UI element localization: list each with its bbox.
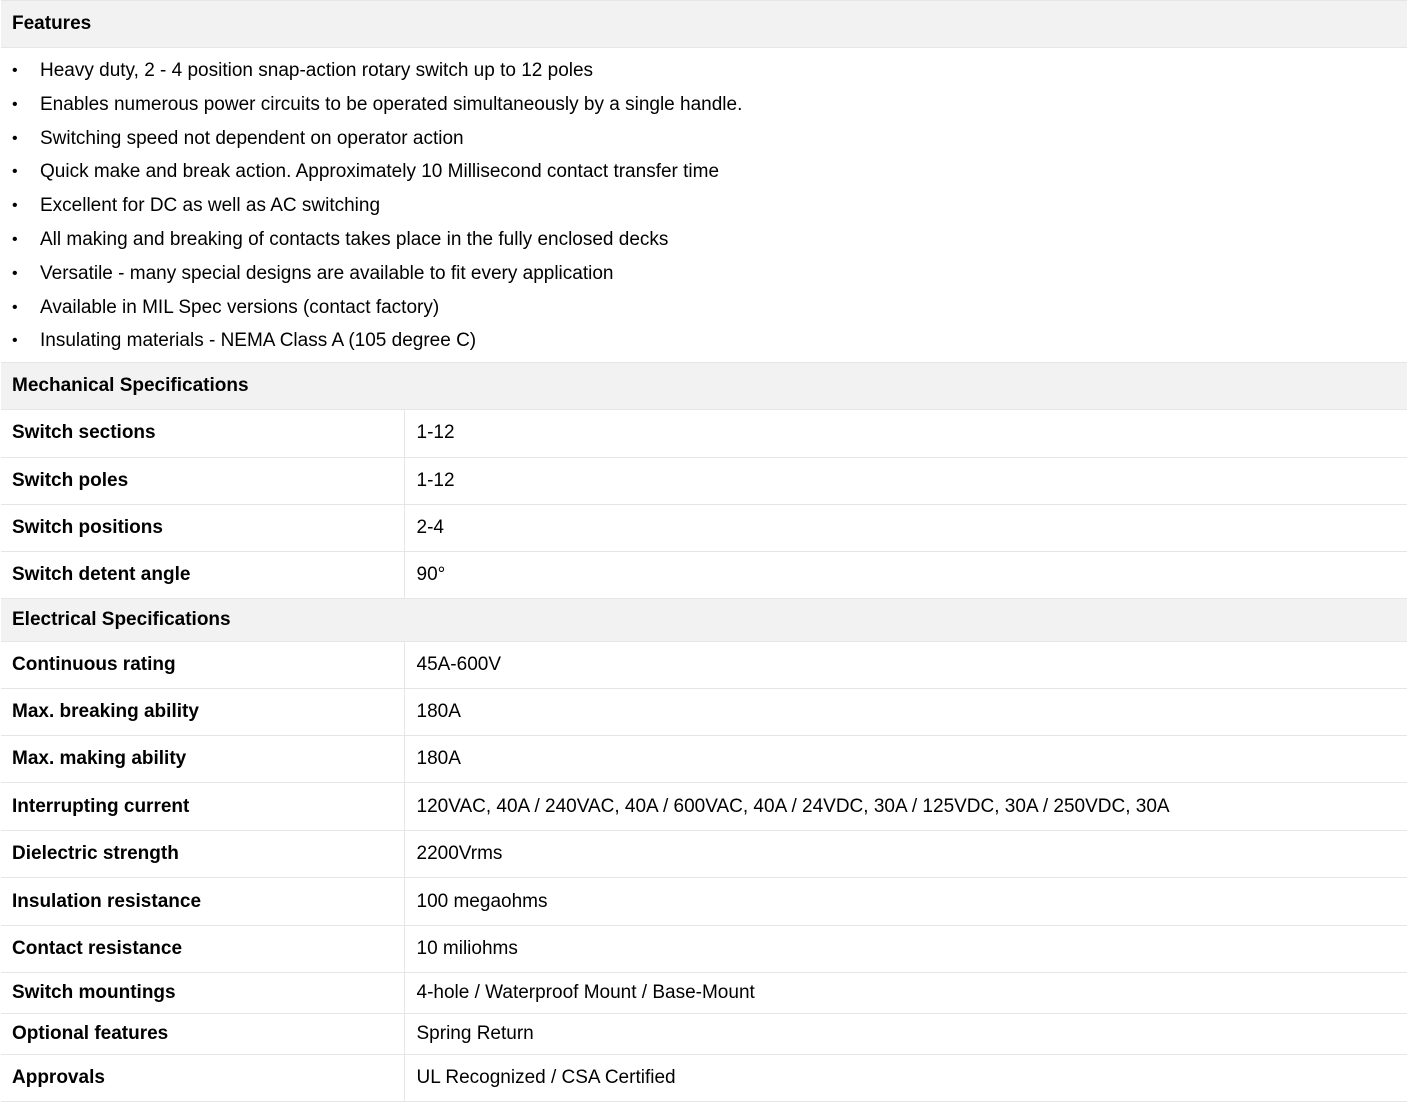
- mechanical-header: [1, 363, 1407, 410]
- table-row: [1, 736, 1407, 783]
- bullet-icon: •: [12, 264, 18, 282]
- electrical-specs-table: [1, 642, 1407, 1103]
- spec-label: Switch sections: [1, 410, 404, 457]
- spec-value: 1-12: [404, 410, 1407, 457]
- feature-item: • Insulating materials - NEMA Class A (105 degree C): [1, 324, 1407, 358]
- feature-item: • Enables numerous power circuits to be operated simultaneously by a single handle.: [1, 88, 1407, 122]
- spec-label: Interrupting current: [1, 783, 404, 831]
- spec-label: Approvals: [1, 1055, 404, 1102]
- spec-value: 2200Vrms: [404, 831, 1407, 878]
- bullet-icon: •: [12, 95, 18, 113]
- table-row: [1, 783, 1407, 831]
- spec-label: Max. breaking ability: [1, 689, 404, 736]
- spec-value: 2-4: [404, 504, 1407, 551]
- bullet-icon: •: [12, 62, 18, 79]
- mechanical-title: Mechanical Specifications: [12, 375, 249, 397]
- electrical-title: Electrical Specifications: [12, 608, 231, 630]
- spec-label: Insulation resistance: [1, 878, 404, 926]
- spec-value: Spring Return: [404, 1014, 1407, 1055]
- spec-value: 180A: [404, 689, 1407, 736]
- spec-value: 1-12: [404, 457, 1407, 504]
- table-row: [1, 1014, 1407, 1055]
- spec-label: Switch mountings: [1, 973, 404, 1014]
- table-row: [1, 878, 1407, 926]
- feature-item: • Switching speed not dependent on operator action: [1, 122, 1407, 156]
- feature-item: • All making and breaking of contacts takes place in the fully enclosed decks: [1, 223, 1407, 257]
- spec-label: Optional features: [1, 1014, 404, 1055]
- spec-label: Continuous rating: [1, 642, 404, 689]
- features-list: [1, 48, 1407, 363]
- features-title: Features: [12, 13, 92, 34]
- table-row: [1, 831, 1407, 878]
- table-row: [1, 457, 1407, 504]
- table-row: [1, 926, 1407, 973]
- table-row: [1, 973, 1407, 1014]
- spec-label: Switch positions: [1, 504, 404, 551]
- specifications-sheet: [1, 0, 1407, 1102]
- bullet-icon: •: [12, 129, 18, 147]
- feature-item: • Versatile - many special designs are available to fit every application: [1, 257, 1407, 291]
- bullet-icon: •: [12, 298, 18, 316]
- spec-value: 180A: [404, 736, 1407, 783]
- spec-label: Switch detent angle: [1, 551, 404, 598]
- table-row: [1, 551, 1407, 598]
- features-header: [1, 1, 1407, 48]
- electrical-header: [1, 599, 1407, 642]
- spec-value: UL Recognized / CSA Certified: [404, 1055, 1407, 1102]
- bullet-icon: •: [12, 197, 18, 215]
- feature-item: • Quick make and break action. Approximately 10 Millisecond contact transfer time: [1, 155, 1407, 189]
- bullet-icon: •: [12, 332, 18, 350]
- table-row: [1, 689, 1407, 736]
- spec-value: 45A-600V: [404, 642, 1407, 689]
- mechanical-specs-table: [1, 410, 1407, 599]
- spec-label: Switch poles: [1, 457, 404, 504]
- feature-item: • Heavy duty, 2 - 4 position snap-action rotary switch up to 12 poles: [1, 54, 1407, 88]
- feature-item: • Excellent for DC as well as AC switching: [1, 189, 1407, 223]
- spec-value: 90°: [404, 551, 1407, 598]
- table-row: [1, 410, 1407, 457]
- table-row: [1, 1055, 1407, 1102]
- table-row: [1, 504, 1407, 551]
- spec-value: 120VAC, 40A / 240VAC, 40A / 600VAC, 40A / 24VDC, 30A / 125VDC, 30A / 250VDC, 30A: [404, 783, 1407, 831]
- spec-label: Dielectric strength: [1, 831, 404, 878]
- feature-item: • Available in MIL Spec versions (contact factory): [1, 291, 1407, 325]
- spec-value: 4-hole / Waterproof Mount / Base-Mount: [404, 973, 1407, 1014]
- spec-value: 100 megaohms: [404, 878, 1407, 926]
- spec-value: 10 miliohms: [404, 926, 1407, 973]
- bullet-icon: •: [12, 163, 18, 181]
- spec-label: Max. making ability: [1, 736, 404, 783]
- spec-label: Contact resistance: [1, 926, 404, 973]
- bullet-icon: •: [12, 230, 18, 248]
- table-row: [1, 642, 1407, 689]
